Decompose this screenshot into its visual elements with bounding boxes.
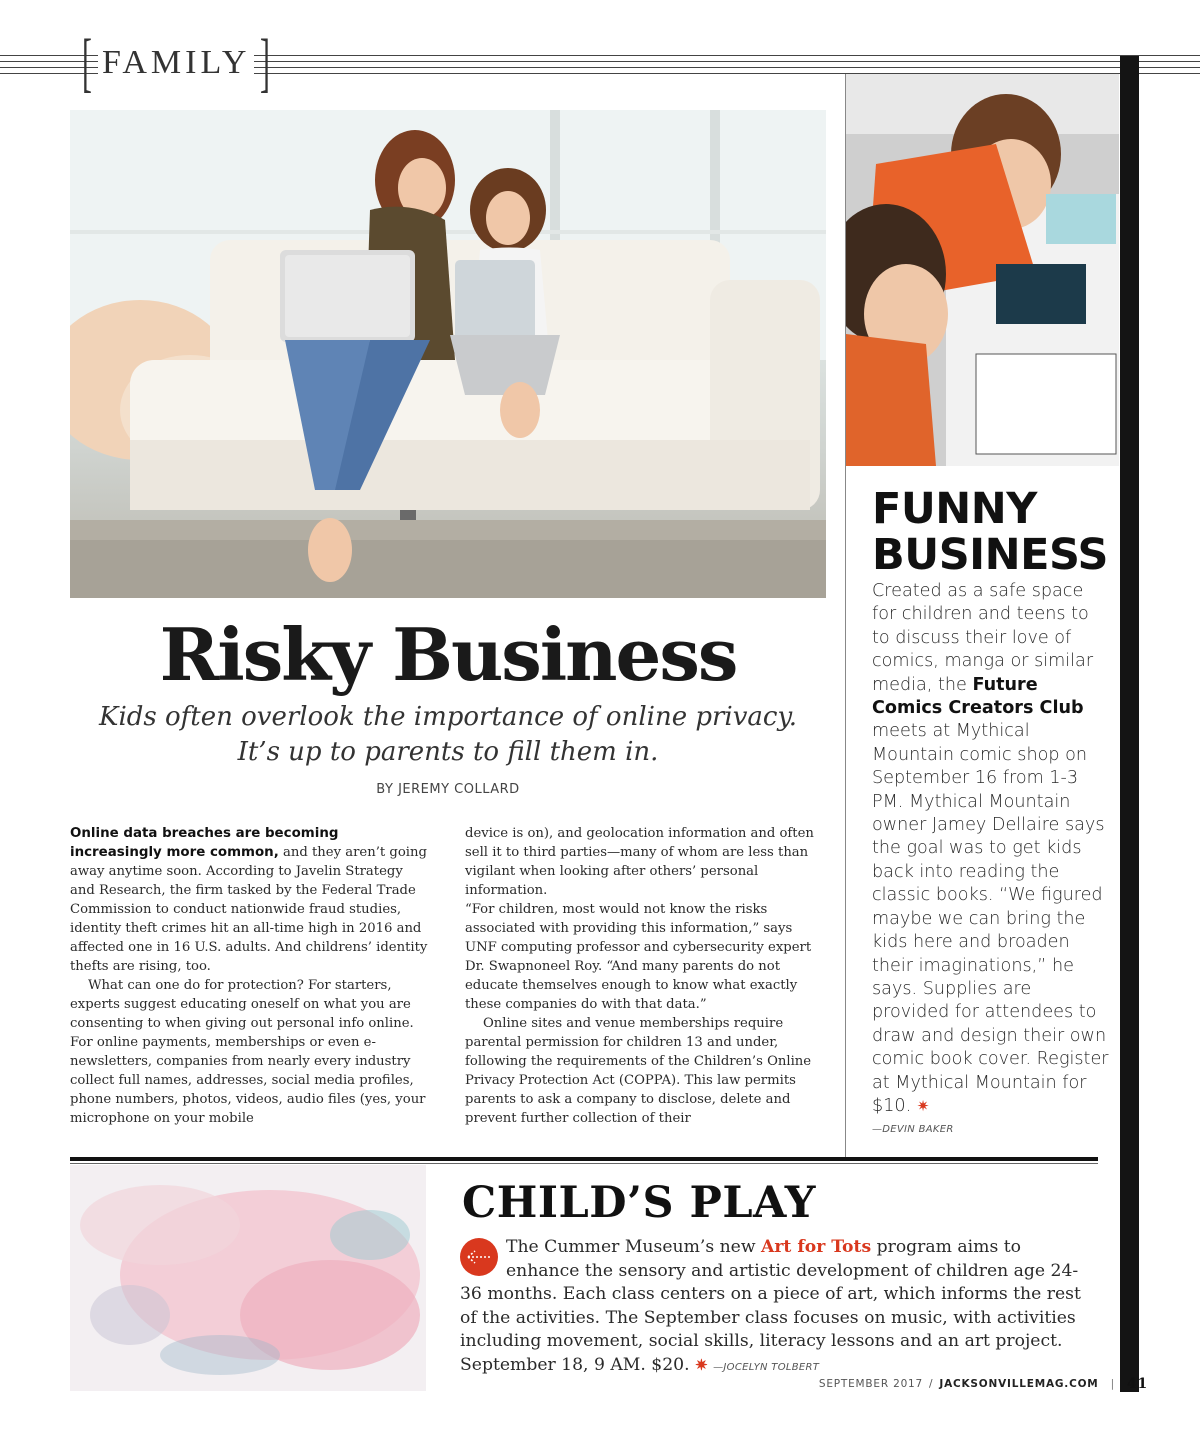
- sidebar-black-bar: [1120, 56, 1139, 1392]
- sidebar-text-a: Created as a safe space for children and teens to to discuss their love of comics, manga or similar media, the: [872, 581, 1094, 695]
- article-deck: [70, 700, 826, 770]
- body-column-right: [465, 824, 825, 1128]
- section-title: FAMILY: [98, 44, 254, 82]
- paragraph-5: Online sites and venue memberships require parental permission for children 13 and under, following the requirements of the Children’s Online Privacy Protection Act (COPPA). This law permits parents to ask a company to disclose, delete and prevent further collection of their: [465, 1016, 812, 1126]
- sidebar-credit: —DEVIN BAKER: [872, 1124, 954, 1136]
- paragraph-3: device is on), and geolocation information and often sell it to third parties—many of whom are less than vigilant when looking after others’ personal information.: [465, 826, 814, 898]
- sidebar-text-b: meets at Mythical Mountain comic shop on September 16 from 1-3 PM. Mythical Mountain owner Jamey Dellaire says the goal was to get kids back into reading the classic books. “We figured maybe we can bring the kids here and broaden their imaginations,” he says. Supplies are provided for attendees to draw and design their own comic book cover. Register at Mythical Mountain for $10.: [872, 721, 1109, 1116]
- sidebar-title-line-1: FUNNY: [872, 484, 1037, 534]
- bracket-right-icon: ]: [260, 26, 271, 99]
- paragraph-1-text: and they aren’t going away anytime soon. According to Javelin Strategy and Research, the firm tasked by the Federal Trade Commission to conduct nationwide fraud studies, identity theft crimes hit an all-time high in 2016 and affected one in 16 U.S. adults. And childrens’ identity thefts are rising, too.: [70, 845, 428, 974]
- page-number: 41: [1126, 1376, 1148, 1392]
- arrow-left-icon: [460, 1238, 498, 1276]
- page-footer: [819, 1376, 1148, 1392]
- childs-play-body: [460, 1236, 1088, 1379]
- article-title: Risky Business: [159, 612, 737, 697]
- paragraph-2: What can one do for protection? For starters, experts suggest educating oneself on what you are consenting to when giving out personal info online. For online payments, memberships or even e-newsletters, companies from nearly every industry collect full names, addresses, social media profiles, phone numbers, photos, videos, audio files (yes, your microphone on your mobile: [70, 978, 426, 1126]
- paragraph-4: “For children, most would not know the risks associated with providing this information,” says UNF computing professor and cybersecurity expert Dr. Swapnoneel Roy. “And many parents do not educate themselves enough to know what exactly these companies do with that data.”: [465, 902, 812, 1012]
- bracket-left-icon: [: [82, 26, 92, 99]
- bottom-rule-thin: [70, 1163, 1098, 1164]
- footer-date: SEPTEMBER 2017: [818, 1378, 924, 1390]
- footer-divider: |: [1110, 1378, 1115, 1390]
- sidebar-body: [872, 580, 1112, 1142]
- sidebar-photo: [846, 74, 1119, 466]
- byline: BY JEREMY COLLARD: [376, 782, 520, 797]
- family-sofa-illustration: [70, 110, 826, 598]
- footer-site: JACKSONVILLEMAG.COM: [939, 1378, 1099, 1390]
- footer-slash: /: [929, 1378, 934, 1390]
- deck-line-1: Kids often overlook the importance of online privacy.: [99, 702, 797, 732]
- club-name: Future Comics Creators Club: [872, 674, 1084, 719]
- art-photo: [70, 1165, 426, 1391]
- body-column-left: [70, 824, 430, 1128]
- sidebar-title-line-2: BUSINESS: [872, 530, 1109, 580]
- childs-play-text-a: The Cummer Museum’s new: [506, 1237, 762, 1257]
- kids-drawing-illustration: [846, 74, 1119, 466]
- childs-play-credit: —JOCELYN TOLBERT: [713, 1361, 820, 1373]
- pink-watercolor-illustration: [70, 1165, 426, 1391]
- program-name: Art for Tots: [761, 1237, 872, 1257]
- asterisk-star-icon: ✷: [695, 1355, 708, 1374]
- paragraph-1: [70, 824, 430, 976]
- asterisk-star-icon: ✷: [916, 1096, 930, 1115]
- section-label: [76, 26, 276, 99]
- deck-line-2: It’s up to parents to fill them in.: [237, 737, 659, 767]
- main-photo: [70, 110, 826, 598]
- sidebar-title: [872, 486, 1108, 578]
- lead-bold-text: Online data breaches are becoming increasingly more common,: [70, 826, 339, 860]
- bottom-rule-thick: [70, 1157, 1098, 1161]
- childs-play-text-b: program aims to enhance the sensory and artistic development of children age 24-36 months. Each class centers on a piece of art, which informs the rest of the activities. The September class focuses on music, with activities including movement, social skills, literacy lessons and an art project. September 18, 9 AM. $20.: [460, 1237, 1081, 1375]
- childs-play-title: CHILD’S PLAY: [462, 1178, 816, 1228]
